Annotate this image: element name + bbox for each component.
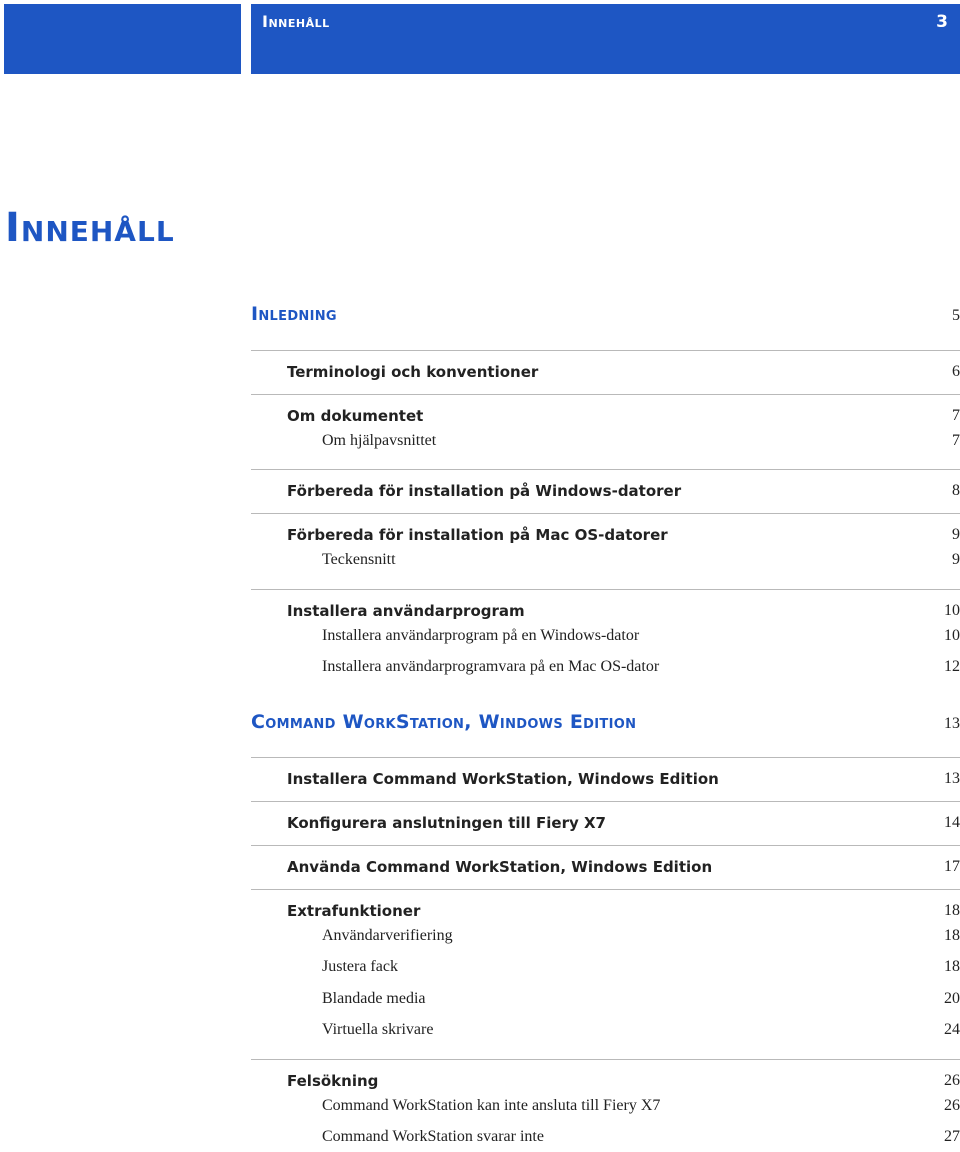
toc-entry[interactable] bbox=[251, 845, 960, 882]
toc-entry[interactable] bbox=[251, 589, 960, 626]
toc-subentry[interactable] bbox=[251, 990, 960, 1014]
toc-subentry[interactable] bbox=[251, 958, 960, 982]
toc-entry[interactable] bbox=[251, 350, 960, 387]
toc-page-number: 7 bbox=[952, 432, 960, 449]
toc-label: Förbereda för installation på Mac OS-datorer bbox=[287, 526, 668, 544]
toc-page-number: 8 bbox=[952, 482, 960, 499]
toc-label: Om dokumentet bbox=[287, 407, 424, 425]
toc-label: Felsökning bbox=[287, 1072, 379, 1090]
toc-entry[interactable] bbox=[251, 394, 960, 431]
page-title: Innehåll bbox=[5, 205, 175, 251]
toc-page-number: 13 bbox=[944, 715, 960, 732]
toc-page-number: 26 bbox=[944, 1072, 960, 1089]
toc-section[interactable] bbox=[251, 303, 960, 327]
toc-label: Terminologi och konventioner bbox=[287, 363, 539, 381]
toc-page-number: 26 bbox=[944, 1097, 960, 1114]
toc-page-number: 24 bbox=[944, 1021, 960, 1038]
toc-page-number: 10 bbox=[944, 627, 960, 644]
toc-label: Installera användarprogramvara på en Mac OS-dator bbox=[322, 658, 660, 675]
toc-subentry[interactable] bbox=[251, 658, 960, 682]
toc-page-number: 17 bbox=[944, 858, 960, 875]
header-title: Innehåll bbox=[262, 12, 330, 31]
toc-subentry[interactable] bbox=[251, 627, 960, 651]
toc-label: Command WorkStation kan inte ansluta till Fiery X7 bbox=[322, 1097, 661, 1114]
toc-label: Förbereda för installation på Windows-datorer bbox=[287, 482, 682, 500]
toc-label: Command WorkStation svarar inte bbox=[322, 1128, 544, 1145]
toc-page-number: 9 bbox=[952, 526, 960, 543]
toc-subentry[interactable] bbox=[251, 551, 960, 575]
toc-label: Virtuella skrivare bbox=[322, 1021, 434, 1038]
toc-entry[interactable] bbox=[251, 801, 960, 838]
toc-label: Om hjälpavsnittet bbox=[322, 432, 437, 449]
toc-page-number: 13 bbox=[944, 770, 960, 787]
toc-subentry[interactable] bbox=[251, 1021, 960, 1045]
toc-page-number: 20 bbox=[944, 990, 960, 1007]
toc-subentry[interactable] bbox=[251, 1097, 960, 1121]
toc-label: Teckensnitt bbox=[322, 551, 396, 568]
toc-page-number: 27 bbox=[944, 1128, 960, 1145]
toc-entry[interactable] bbox=[251, 889, 960, 926]
toc-label: Inledning bbox=[251, 303, 337, 325]
toc-page-number: 18 bbox=[944, 902, 960, 919]
toc-page-number: 6 bbox=[952, 363, 960, 380]
toc-label: Användarverifiering bbox=[322, 927, 453, 944]
toc-label: Installera Command WorkStation, Windows Edition bbox=[287, 770, 719, 788]
toc-label: Installera användarprogram bbox=[287, 602, 525, 620]
toc-entry[interactable] bbox=[251, 757, 960, 794]
toc-page-number: 18 bbox=[944, 927, 960, 944]
toc-label: Command WorkStation, Windows Edition bbox=[251, 711, 637, 733]
toc-label: Använda Command WorkStation, Windows Edition bbox=[287, 858, 713, 876]
header-page-number: 3 bbox=[936, 12, 948, 32]
header-bar bbox=[251, 4, 960, 74]
header-left-bar bbox=[4, 4, 241, 74]
toc-label: Justera fack bbox=[322, 958, 398, 975]
toc-subentry[interactable] bbox=[251, 1128, 960, 1152]
toc-label: Extrafunktioner bbox=[287, 902, 421, 920]
toc-page-number: 9 bbox=[952, 551, 960, 568]
toc-label: Konfigurera anslutningen till Fiery X7 bbox=[287, 814, 606, 832]
toc-subentry[interactable] bbox=[251, 927, 960, 951]
toc-label: Installera användarprogram på en Windows-dator bbox=[322, 627, 640, 644]
toc-entry[interactable] bbox=[251, 513, 960, 550]
toc-subentry[interactable] bbox=[251, 432, 960, 456]
toc-page-number: 14 bbox=[944, 814, 960, 831]
toc-page-number: 12 bbox=[944, 658, 960, 675]
toc-page-number: 5 bbox=[952, 307, 960, 324]
toc-section[interactable] bbox=[251, 711, 960, 735]
toc-page-number: 18 bbox=[944, 958, 960, 975]
toc-entry[interactable] bbox=[251, 1059, 960, 1096]
toc-page-number: 7 bbox=[952, 407, 960, 424]
toc-page-number: 10 bbox=[944, 602, 960, 619]
toc-label: Blandade media bbox=[322, 990, 426, 1007]
toc-entry[interactable] bbox=[251, 469, 960, 506]
